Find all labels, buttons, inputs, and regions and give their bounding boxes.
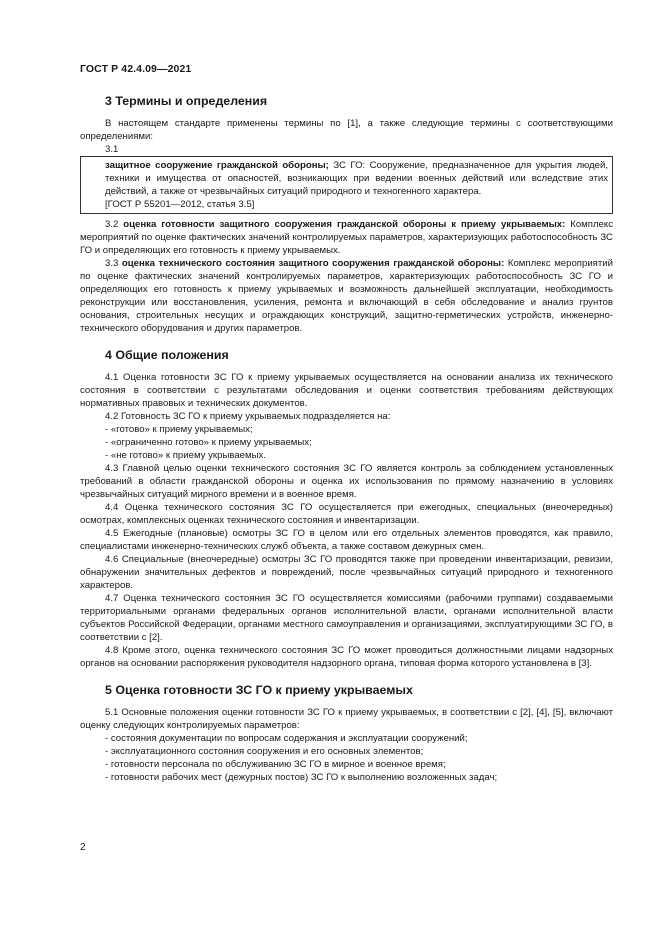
page-number: 2 bbox=[80, 842, 86, 853]
term-3-2 bbox=[80, 218, 613, 257]
paragraph-4-6: 4.6 Специальные (внеочередные) осмотры ЗС ГО проводятся также при проведении инвентаризации, ревизии, обнаружении значительных дефектов и повреждений, после чрезвычайных ситуаций природного и техногенного характеров. bbox=[80, 554, 613, 591]
list-item: - «не готово» к приему укрываемых. bbox=[105, 450, 266, 461]
section-3-intro: В настоящем стандарте применены термины по [1], а также следующие термины с соответствующими определениями: bbox=[80, 118, 613, 142]
term-3-3-definition: Комплекс мероприятий по оценке фактических значений контролируемых параметров, характеризующих работоспособность ЗС ГО и определяющих его готовность к приему укрываемых и возможность дальнейшей эксплуатации, необходимость реконструкции или восстановления, усиления, ремонта и включающий в себя обследование и анализ грунтов основания, строительных несущих и ограждающих конструкций, защитно-герметических устройств, инженерно-технического оборудования и других параметров. bbox=[80, 258, 613, 334]
section-4-title: 4 Общие положения bbox=[105, 348, 229, 362]
list-item: - состояния документации по вопросам содержания и эксплуатации сооружений; bbox=[105, 733, 468, 744]
term-3-1-number: 3.1 bbox=[105, 144, 119, 155]
list-item: - готовности рабочих мест (дежурных постов) ЗС ГО к выполнению возложенных задач; bbox=[105, 772, 498, 783]
document-body bbox=[80, 93, 613, 784]
term-3-1-box bbox=[80, 156, 613, 214]
term-3-2-number: 3.2 bbox=[105, 219, 124, 230]
document-header: ГОСТ Р 42.4.09—2021 bbox=[80, 63, 192, 75]
paragraph-4-2: 4.2 Готовность ЗС ГО к приему укрываемых подразделяется на: bbox=[105, 411, 391, 422]
section-5-title: 5 Оценка готовности ЗС ГО к приему укрываемых bbox=[105, 683, 413, 697]
term-3-3 bbox=[80, 257, 613, 335]
term-3-1-definition: ЗС ГО: Сооружение, предназначенное для укрытия людей, техники и имущества от опасностей, возникающих при ведении военных действий или вследствие этих действий, а также от чрезвычайных ситуаций природного и техногенного характера. bbox=[105, 160, 608, 197]
paragraph-4-8: 4.8 Кроме этого, оценка технического состояния ЗС ГО может проводиться должностными лицами надзорных органов на основании распоряжения руководителя надзорного органа, типовая форма которого установлена в [3]. bbox=[80, 645, 613, 669]
paragraph-5-1: 5.1 Основные положения оценки готовности ЗС ГО к приему укрываемых, в соответствии с [2], [4], [5], включают оценку следующих контролируемых параметров: bbox=[80, 707, 613, 731]
paragraph-4-7: 4.7 Оценка технического состояния ЗС ГО осуществляется комиссиями (рабочими группами) создаваемыми территориальными органами федеральных органов исполнительной власти, органами исполнительной власти субъектов Российской Федерации, органами местного самоуправления и организациями, эксплуатирующими ЗС ГО, в соответствии с [2]. bbox=[80, 593, 613, 643]
list-item: - «ограниченно готово» к приему укрываемых; bbox=[105, 437, 312, 448]
term-3-1-reference: [ГОСТ Р 55201—2012, статья 3.5] bbox=[105, 199, 255, 210]
list-item: - эксплуатационного состояния сооружения и его основных элементов; bbox=[105, 746, 424, 757]
term-3-1-term: защитное сооружение гражданской обороны; bbox=[105, 160, 329, 171]
term-3-2-definition: Комплекс мероприятий по оценке фактических значений контролируемых параметров, характеризующих работоспособность ЗС ГО и определяющих его готовность к приему укрываемых. bbox=[80, 219, 613, 256]
list-item: - готовности персонала по обслуживанию ЗС ГО в мирное и военное время; bbox=[105, 759, 446, 770]
term-3-3-number: 3.3 bbox=[105, 258, 122, 269]
list-item: - «готово» к приему укрываемых; bbox=[105, 424, 253, 435]
term-3-3-term: оценка технического состояния защитного сооружения гражданской обороны: bbox=[121, 258, 505, 269]
paragraph-4-5: 4.5 Ежегодные (плановые) осмотры ЗС ГО в целом или его отдельных элементов проводятся, как правило, специалистами инженерно-технических служб объекта, а также составом дежурных смен. bbox=[80, 528, 613, 552]
paragraph-4-1: 4.1 Оценка готовности ЗС ГО к приему укрываемых осуществляется на основании анализа их технического состояния в соответствии с результатами обследования и оценки соответствия требованиям действующих нормативных правовых и технических документов. bbox=[80, 372, 613, 409]
paragraph-4-3: 4.3 Главной целью оценки технического состояния ЗС ГО является контроль за соблюдением установленных требований в области гражданской обороны и оценка их использования по прямому назначению в условиях чрезвычайных ситуаций мирного времени и в военное время. bbox=[80, 463, 613, 500]
term-3-1-text bbox=[105, 159, 608, 198]
paragraph-4-4: 4.4 Оценка технического состояния ЗС ГО осуществляется при ежегодных, специальных (внеочередных) осмотрах, комплексных оценках технического состояния и инвентаризации. bbox=[80, 502, 613, 526]
section-3-title: 3 Термины и определения bbox=[105, 94, 268, 108]
term-3-2-term: оценка готовности защитного сооружения гражданской обороны к приему укрываемых: bbox=[123, 219, 566, 230]
